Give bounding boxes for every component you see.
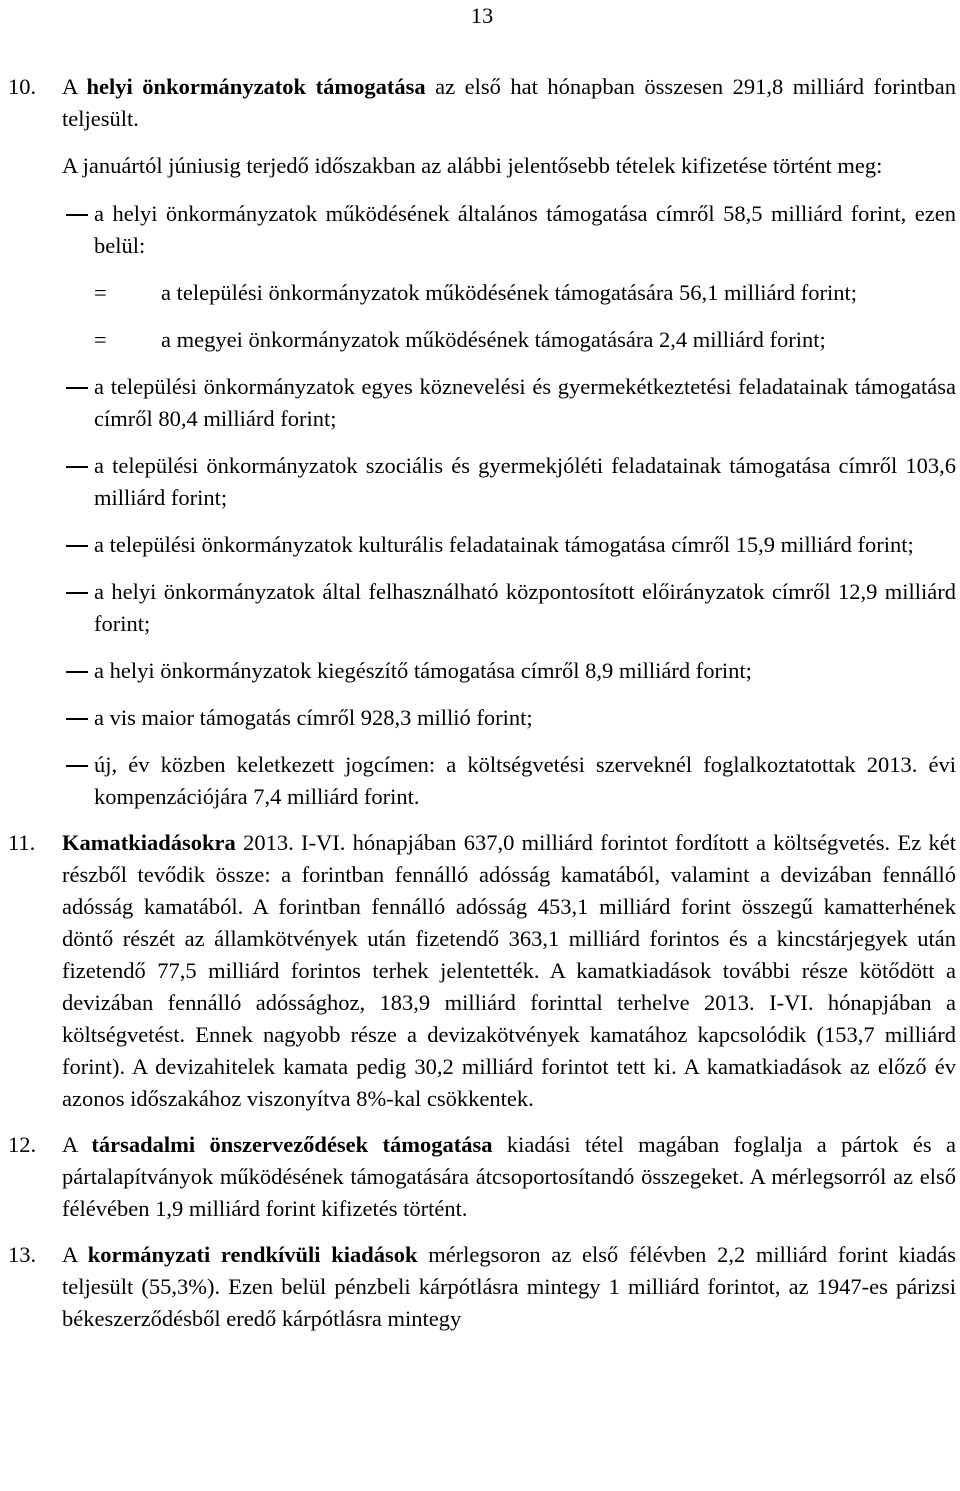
dash-bullet [62, 450, 94, 514]
list-item: a települési önkormányzatok egyes köznevelési és gyermekétkeztetési feladatainak támogatása címről 80,4 milliárd forint; [62, 371, 956, 435]
list-item: új, év közben keletkezett jogcímen: a költségvetési szerveknél foglalkoztatottak 2013. évi kompenzációjára 7,4 milliárd forint. [62, 749, 956, 813]
section-12-text: A társadalmi önszerveződések támogatása kiadási tétel magában foglalja a pártok és a pártalapítványok működésének támogatására átcsoportosítandó összegeket. A mérlegsorról az első félévében 1,9 milliárd forint kifizetés történt. [62, 1132, 956, 1221]
dash-bullet [62, 576, 94, 640]
section-12 [8, 1129, 956, 1225]
section-10 [8, 71, 956, 135]
section-heading: kormányzati rendkívüli kiadások [87, 1242, 418, 1267]
section-number: 12. [8, 1132, 37, 1157]
sub-list-item: = a települési önkormányzatok működésének támogatására 56,1 milliárd forint; [8, 277, 956, 309]
dash-bullet [62, 655, 94, 687]
section-10-text: A helyi önkormányzatok támogatása az első hat hónapban összesen 291,8 milliárd forintban teljesült. [62, 74, 956, 131]
section-13-text: A kormányzati rendkívüli kiadások mérlegsoron az első félévben 2,2 milliárd forint kiadás teljesült (55,3%). Ezen belül pénzbeli kárpótlásra mintegy 1 milliárd forintot, az 1947-es párizsi békeszerződésből eredő kárpótlásra mintegy [62, 1242, 956, 1331]
equals-bullet: = [94, 280, 107, 305]
equals-bullet: = [94, 327, 107, 352]
list-item: a helyi önkormányzatok kiegészítő támogatása címről 8,9 milliárd forint; [62, 655, 956, 687]
dash-bullet [62, 702, 94, 734]
section-number: 13. [8, 1242, 37, 1267]
list-item: a települési önkormányzatok szociális és gyermekjóléti feladatainak támogatása címről 103,6 milliárd forint; [62, 450, 956, 514]
list-item: a vis maior támogatás címről 928,3 millió forint; [62, 702, 956, 734]
dash-bullet [62, 371, 94, 435]
list-item: a helyi önkormányzatok működésének általános támogatása címről 58,5 milliárd forint, ezen belül: [62, 198, 956, 262]
list-item: a helyi önkormányzatok által felhasználható központosított előirányzatok címről 12,9 milliárd forint; [62, 576, 956, 640]
page-number: 13 [470, 3, 494, 28]
section-heading: társadalmi önszerveződések támogatása [91, 1132, 493, 1157]
list-item: a települési önkormányzatok kulturális feladatainak támogatása címről 15,9 milliárd forint; [62, 529, 956, 561]
section-number: 10. [8, 74, 37, 99]
section-10-intro: A januártól júniusig terjedő időszakban az alábbi jelentősebb tételek kifizetése történt meg: [62, 153, 883, 178]
section-13 [8, 1239, 956, 1335]
dash-bullet [62, 198, 94, 262]
section-heading: helyi önkormányzatok támogatása [86, 74, 426, 99]
sub-list-item: = a megyei önkormányzatok működésének támogatására 2,4 milliárd forint; [8, 324, 956, 356]
section-11 [8, 827, 956, 1115]
dash-bullet [62, 749, 94, 813]
dash-bullet [62, 529, 94, 561]
document-body [8, 71, 956, 1335]
section-heading: Kamatkiadásokra [62, 830, 236, 855]
section-11-text: Kamatkiadásokra 2013. I-VI. hónapjában 637,0 milliárd forintot fordított a költségvetés. Ez két részből tevődik össze: a forintban fennálló adósság kamatából, valamint a devizában fennálló adósság kamatából. A forintban fennálló adósság 453,1 milliárd forint összegű kamatterhének döntő részét az államkötvények után fizetendő 363,1 milliárd forintos és a kincstárjegyek után fizetendő 77,5 milliárd forintos terhek jelentették. A kamatkiadások további része kötődött a devizában fennálló adóssághoz, 183,9 milliárd forinttal terhelve 2013. I-VI. hónapjában a költségvetést. Ennek nagyobb része a devizakötvények kamatához kapcsolódik (153,7 milliárd forint). A devizahitelek kamata pedig 30,2 milliárd forintot tett ki. A kamatkiadások az előző év azonos időszakához viszonyítva 8%-kal csökkentek. [62, 830, 956, 1111]
section-number: 11. [8, 830, 36, 855]
